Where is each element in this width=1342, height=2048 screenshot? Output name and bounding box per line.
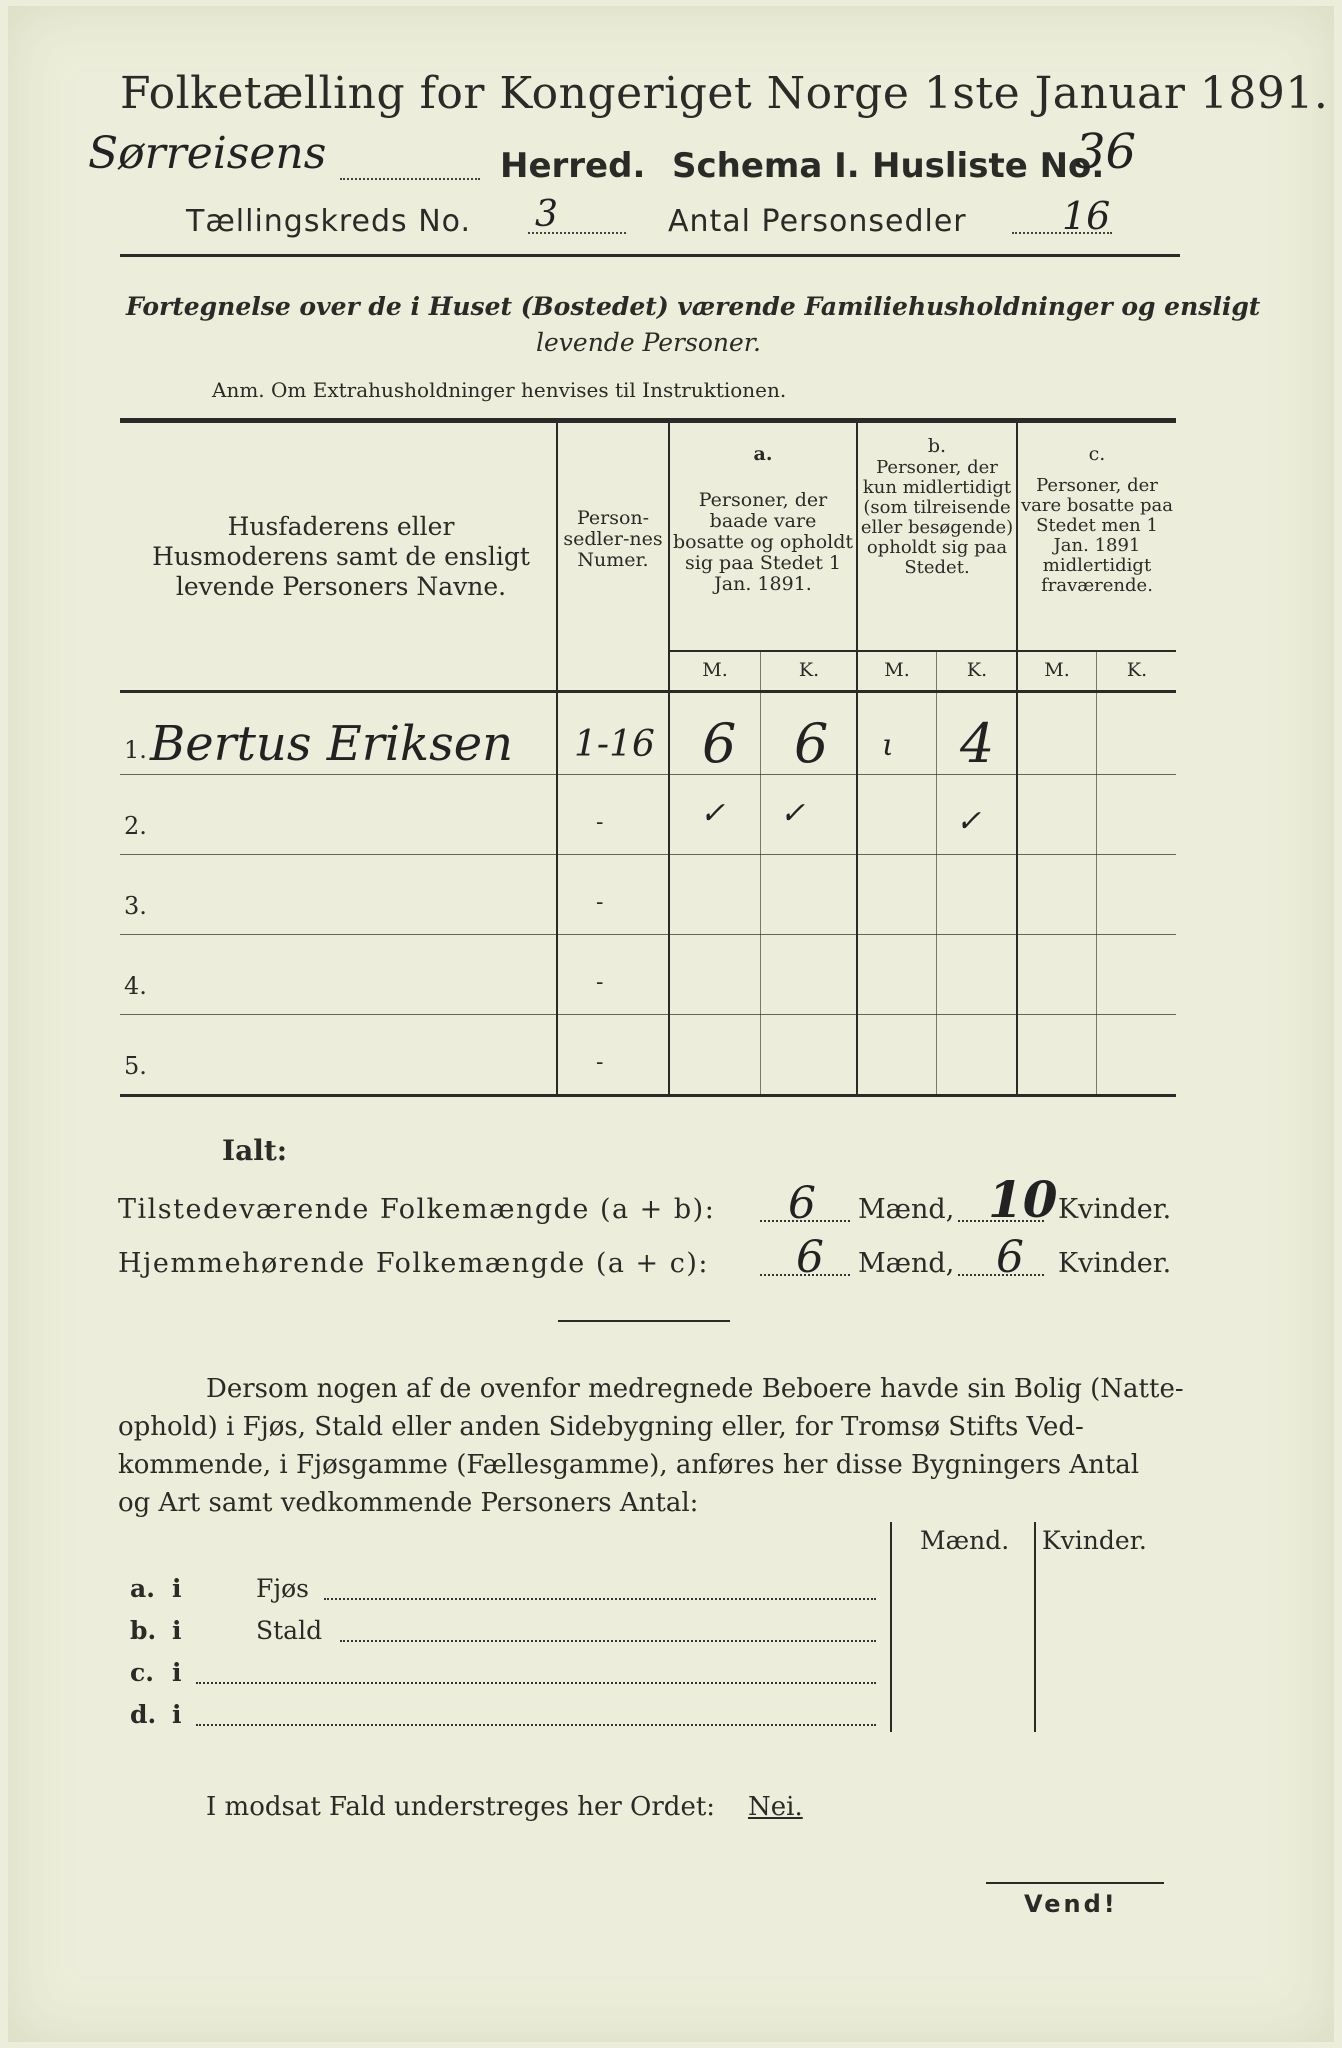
husliste-label: Husliste No. <box>872 146 1105 186</box>
row-5-number: 5. <box>124 1052 147 1080</box>
paragraph-line1: Dersom nogen af de ovenfor medregnede Beboere havde sin Bolig (Natte- <box>206 1374 1184 1404</box>
modsat-text: I modsat Fald understreges her Ordet: <box>206 1792 716 1822</box>
total-line1-maend: Mænd, <box>858 1194 955 1225</box>
row-1-a-m: 6 <box>702 712 737 775</box>
buildings-row-c-dots <box>196 1682 876 1684</box>
personsedler-value: 16 <box>1062 194 1111 238</box>
col-c-letter: c. <box>1088 443 1106 465</box>
b-k-label: K. <box>966 659 988 681</box>
row-2-num: - <box>596 810 604 835</box>
total-line1-m: 6 <box>788 1178 816 1229</box>
a-k-label: K. <box>798 659 820 681</box>
row-1-b-k: 4 <box>960 712 995 775</box>
paragraph-line4: og Art samt vedkommende Personers Antal: <box>118 1488 699 1518</box>
row-1-a-k: 6 <box>794 712 829 775</box>
row-1-num: 1-16 <box>574 724 655 765</box>
header-rule <box>120 254 1180 257</box>
row-4-num: - <box>596 970 604 995</box>
col-divider-b <box>1016 422 1018 1096</box>
schema-label: Schema I. <box>672 146 860 186</box>
buildings-row-a-i: i <box>172 1574 182 1603</box>
buildings-row-c-letter: c. <box>130 1658 154 1687</box>
total-line2-label: Hjemmehørende Folkemængde (a + c): <box>118 1248 709 1279</box>
row-sep-3 <box>120 934 1176 935</box>
mk-header-rule <box>668 650 1176 652</box>
row-sep-4 <box>120 1014 1176 1015</box>
intro-line2: levende Personer. <box>536 328 761 357</box>
col-b-letter: b. <box>927 435 947 457</box>
form-title: Folketælling for Kongeriget Norge 1ste Januar 1891. <box>120 68 1329 119</box>
paragraph-line3: kommende, i Fjøsgamme (Fællesgamme), anføres her disse Bygningers Antal <box>118 1450 1140 1480</box>
row-2-number: 2. <box>124 812 147 840</box>
col-num-header: Person-sedler-nes Numer. <box>563 507 663 571</box>
personsedler-label: Antal Personsedler <box>668 204 967 239</box>
row-3-num: - <box>596 890 604 915</box>
total-line1-k: 10 <box>988 1170 1058 1229</box>
c-k-label: K. <box>1126 659 1148 681</box>
total-line2-kvinder: Kvinder. <box>1058 1248 1172 1279</box>
buildings-row-a-dots <box>324 1598 876 1600</box>
buildings-row-a-label: Fjøs <box>256 1574 309 1603</box>
kreds-dots <box>528 232 626 234</box>
buildings-row-b-i: i <box>172 1616 182 1645</box>
buildings-row-b-dots <box>340 1640 876 1642</box>
b-m-label: M. <box>884 659 910 681</box>
buildings-maend-header: Mænd. <box>920 1526 1010 1555</box>
buildings-divider-2 <box>1034 1522 1036 1732</box>
personsedler-dots <box>1012 232 1112 234</box>
total-line2-k: 6 <box>996 1232 1024 1283</box>
buildings-row-c-i: i <box>172 1658 182 1687</box>
anm-note: Anm. Om Extrahusholdninger henvises til Instruktionen. <box>212 378 787 402</box>
row-1-name: Bertus Eriksen <box>150 716 514 772</box>
total-line2-m: 6 <box>796 1232 824 1283</box>
herred-label: Herred. <box>500 146 646 186</box>
col-a-header: Personer, der baade vare bosatte og opholdt sig paa Stedet 1 Jan. 1891. <box>672 489 854 595</box>
row-2-a-m: ✓ <box>700 796 726 831</box>
buildings-row-b-letter: b. <box>130 1616 157 1645</box>
kreds-value: 3 <box>535 194 558 235</box>
row-5-num: - <box>596 1050 604 1075</box>
row-4-number: 4. <box>124 972 147 1000</box>
husliste-value: 36 <box>1075 124 1137 180</box>
buildings-row-d-letter: d. <box>130 1700 157 1729</box>
col-divider-num <box>668 422 670 1096</box>
row-sep-2 <box>120 854 1176 855</box>
buildings-divider-1 <box>890 1522 892 1732</box>
col-divider-c-mk <box>1096 652 1097 1096</box>
row-3-number: 3. <box>124 892 147 920</box>
buildings-row-d-i: i <box>172 1700 182 1729</box>
total-line1-kvinder: Kvinder. <box>1058 1194 1172 1225</box>
buildings-kvinder-header: Kvinder. <box>1042 1526 1147 1555</box>
nei-word: Nei. <box>748 1792 803 1822</box>
row-1-b-m: ι <box>882 728 894 763</box>
buildings-row-a-letter: a. <box>130 1574 155 1603</box>
col-c-header: Personer, der vare bosatte paa Stedet men 1 Jan. 1891 midlertidigt fraværende. <box>1020 475 1174 596</box>
vend-text: Vend! <box>1024 1890 1118 1918</box>
paragraph-line2: ophold) i Fjøs, Stald eller anden Sidebygning eller, for Tromsø Stifts Ved- <box>118 1412 1084 1442</box>
a-m-label: M. <box>702 659 728 681</box>
vend-rule <box>986 1882 1164 1884</box>
herred-dots <box>340 178 480 180</box>
col-a-letter: a. <box>753 443 773 465</box>
herred-value: Sørreisens <box>88 128 327 179</box>
col-divider-a-mk <box>760 652 761 1096</box>
total-line2-maend: Mænd, <box>858 1248 955 1279</box>
col-divider-b-mk <box>936 652 937 1096</box>
col-b-header: Personer, der kun midlertidigt (som tilreisende eller besøgende) opholdt sig paa Stedet. <box>860 457 1014 578</box>
c-m-label: M. <box>1044 659 1070 681</box>
row-1-number: 1. <box>124 736 147 764</box>
total-line1-label: Tilstedeværende Folkemængde (a + b): <box>118 1194 716 1225</box>
row-2-b-k: ✓ <box>956 804 982 839</box>
row-sep-1 <box>120 774 1176 775</box>
row-2-a-k: ✓ <box>780 796 806 831</box>
col-name-header: Husfaderens eller Husmoderens samt de ensligt levende Personers Navne. <box>152 512 530 601</box>
buildings-row-d-dots <box>196 1724 876 1726</box>
ialt-label: Ialt: <box>222 1134 288 1167</box>
buildings-row-b-label: Stald <box>256 1616 323 1645</box>
section-divider <box>558 1320 730 1322</box>
kreds-label: Tællingskreds No. <box>186 204 471 239</box>
intro-line1: Fortegnelse over de i Huset (Bostedet) værende Familiehusholdninger og ensligt <box>126 292 1261 321</box>
